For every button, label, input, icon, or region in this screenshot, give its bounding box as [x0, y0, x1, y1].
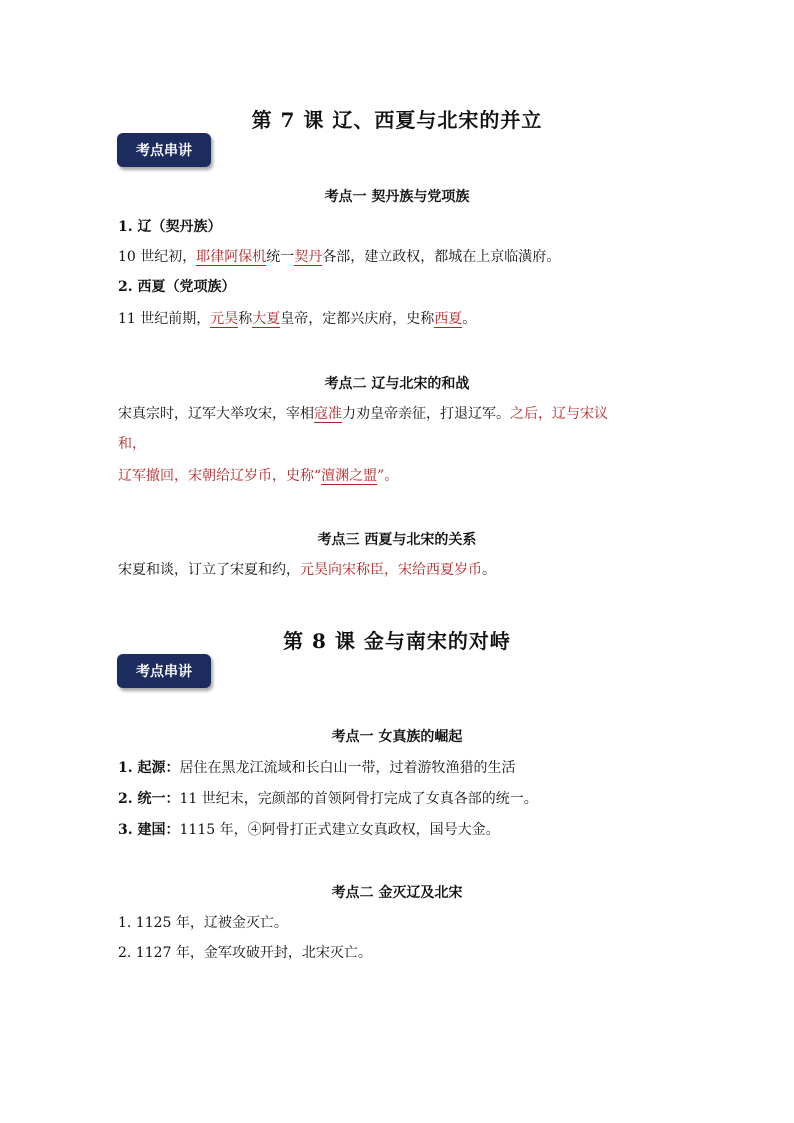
kp1-line-xixia: 11 世纪前期，元昊称大夏皇帝，定都兴庆府，史称西夏。	[118, 311, 477, 327]
l8-kp2-title: 考点二 金灭辽及北宋	[331, 885, 463, 901]
l8-kp2-line-2: 2. 1127 年，金军攻破开封，北宋灭亡。	[118, 945, 372, 961]
l8-kp2-line-1: 1. 1125 年，辽被金灭亡。	[118, 915, 288, 931]
l8-kp1-title: 考点一 女真族的崛起	[331, 729, 463, 745]
kp2-title: 考点二 辽与北宋的和战	[324, 376, 470, 392]
lesson-8-title: 第 8 课 金与南宋的对峙	[283, 629, 511, 653]
l8-kp1-line-2: 2. 统一：11 世纪末，完颜部的首领阿骨打完成了女真各部的统一。	[118, 791, 538, 807]
kp1-heading-liao: 1. 辽（契丹族）	[118, 219, 222, 235]
kp1-heading-xixia: 2. 西夏（党项族）	[118, 279, 236, 295]
highlight-kouzhun: 寇准	[314, 406, 342, 422]
highlight-daxia: 大夏	[252, 311, 281, 327]
key-points-badge-2: 考点串讲	[117, 654, 211, 688]
kp1-line-liao: 10 世纪初，耶律阿保机统一契丹各部，建立政权，都城在上京临潢府。	[118, 249, 561, 265]
highlight-qidan: 契丹	[294, 249, 323, 265]
kp2-line-2: 辽军撤回，宋朝给辽岁币，史称“澶渊之盟”。	[118, 468, 399, 484]
l8-kp1-line-3: 3. 建国：1115 年，④阿骨打正式建立女真政权，国号大金。	[118, 822, 500, 838]
kp1-title: 考点一 契丹族与党项族	[324, 189, 470, 205]
kp3-line-1: 宋夏和谈，订立了宋夏和约，元昊向宋称臣，宋给西夏岁币。	[118, 562, 496, 578]
kp2-line-1: 宋真宗时，辽军大举攻宋，宰相寇准力劝皇帝亲征，打退辽军。之后，辽与宋议	[118, 406, 608, 422]
l8-kp1-line-1: 1. 起源：居住在黑龙江流域和长白山一带，过着游牧渔猎的生活	[118, 760, 516, 776]
kp2-line-1b: 和，	[118, 436, 146, 452]
highlight-yelu-abaoji: 耶律阿保机	[196, 249, 267, 265]
key-points-badge: 考点串讲	[117, 133, 211, 167]
lesson-7-title: 第 7 课 辽、西夏与北宋的并立	[251, 108, 543, 132]
highlight-yuanhao: 元昊	[210, 311, 239, 327]
highlight-chanyuan: 澶渊之盟	[321, 468, 378, 484]
highlight-xixia: 西夏	[434, 311, 463, 327]
kp3-title: 考点三 西夏与北宋的关系	[317, 532, 477, 548]
